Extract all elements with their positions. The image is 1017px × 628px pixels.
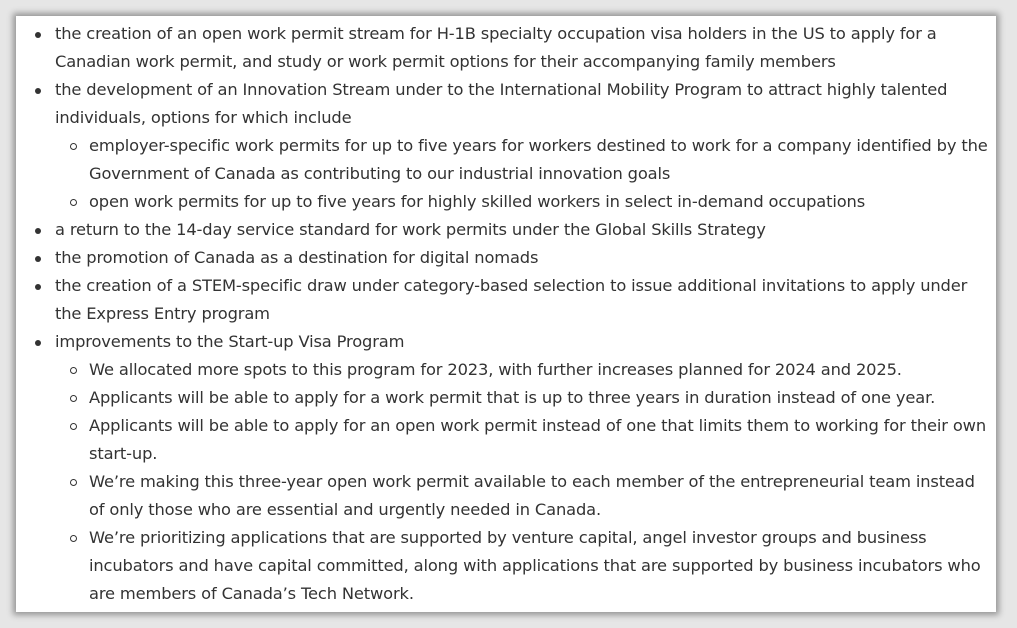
sub-list-item — [55, 468, 992, 524]
sub-list-item — [55, 524, 992, 608]
sub-list-item-text: employer-specific work permits for up to five years for workers destined to work for a company identified by the Government of Canada as contributing to our industrial innovation goals — [89, 136, 988, 183]
hollow-bullet-icon — [70, 479, 77, 486]
hollow-bullet-icon — [70, 199, 77, 206]
hollow-bullet-icon — [70, 143, 77, 150]
list-item — [16, 20, 996, 76]
bullet-icon — [35, 256, 41, 262]
sub-list-item — [55, 132, 992, 188]
list-item — [16, 328, 996, 608]
sub-list — [55, 356, 992, 608]
sub-list-item — [55, 356, 992, 384]
bullet-icon — [35, 88, 41, 94]
sub-list-item — [55, 188, 992, 216]
hollow-bullet-icon — [70, 423, 77, 430]
sub-list-item — [55, 384, 992, 412]
hollow-bullet-icon — [70, 367, 77, 374]
sub-list-item-text: We allocated more spots to this program for 2023, with further increases planned for 2024 and 2025. — [89, 360, 902, 379]
sub-list-item — [55, 412, 992, 468]
list-item-text: the development of an Innovation Stream under to the International Mobility Program to attract highly talented individuals, options for which include — [55, 80, 948, 127]
list-item — [16, 272, 996, 328]
bullet-icon — [35, 340, 41, 346]
list-item — [16, 244, 996, 272]
list-item — [16, 76, 996, 216]
list-item-text: a return to the 14-day service standard for work permits under the Global Skills Strategy — [55, 220, 766, 239]
sub-list-item-text: Applicants will be able to apply for an open work permit instead of one that limits them to working for their own start-up. — [89, 416, 986, 463]
bullet-icon — [35, 284, 41, 290]
bullet-icon — [35, 32, 41, 38]
list-item-text: the creation of an open work permit stream for H-1B specialty occupation visa holders in the US to apply for a Canadian work permit, and study or work permit options for their accompanying family members — [55, 24, 937, 71]
hollow-bullet-icon — [70, 395, 77, 402]
bullet-list — [16, 16, 996, 608]
sub-list-item-text: Applicants will be able to apply for a work permit that is up to three years in duration instead of one year. — [89, 388, 936, 407]
sub-list-item-text: open work permits for up to five years for highly skilled workers in select in-demand occupations — [89, 192, 866, 211]
sub-list-item-text: We’re prioritizing applications that are supported by venture capital, angel investor groups and business incubators and have capital committed, along with applications that are supported by business incubators who are members of Canada’s Tech Network. — [89, 528, 981, 603]
list-item-text: improvements to the Start-up Visa Program — [55, 332, 405, 351]
list-item — [16, 216, 996, 244]
list-item-text: the creation of a STEM-specific draw under category-based selection to issue additional invitations to apply under the Express Entry program — [55, 276, 968, 323]
sub-list — [55, 132, 992, 216]
hollow-bullet-icon — [70, 535, 77, 542]
bullet-icon — [35, 228, 41, 234]
sub-list-item-text: We’re making this three-year open work permit available to each member of the entrepreneurial team instead of only those who are essential and urgently needed in Canada. — [89, 472, 975, 519]
list-item-text: the promotion of Canada as a destination for digital nomads — [55, 248, 539, 267]
document-frame — [16, 16, 996, 612]
document-content — [16, 16, 996, 608]
